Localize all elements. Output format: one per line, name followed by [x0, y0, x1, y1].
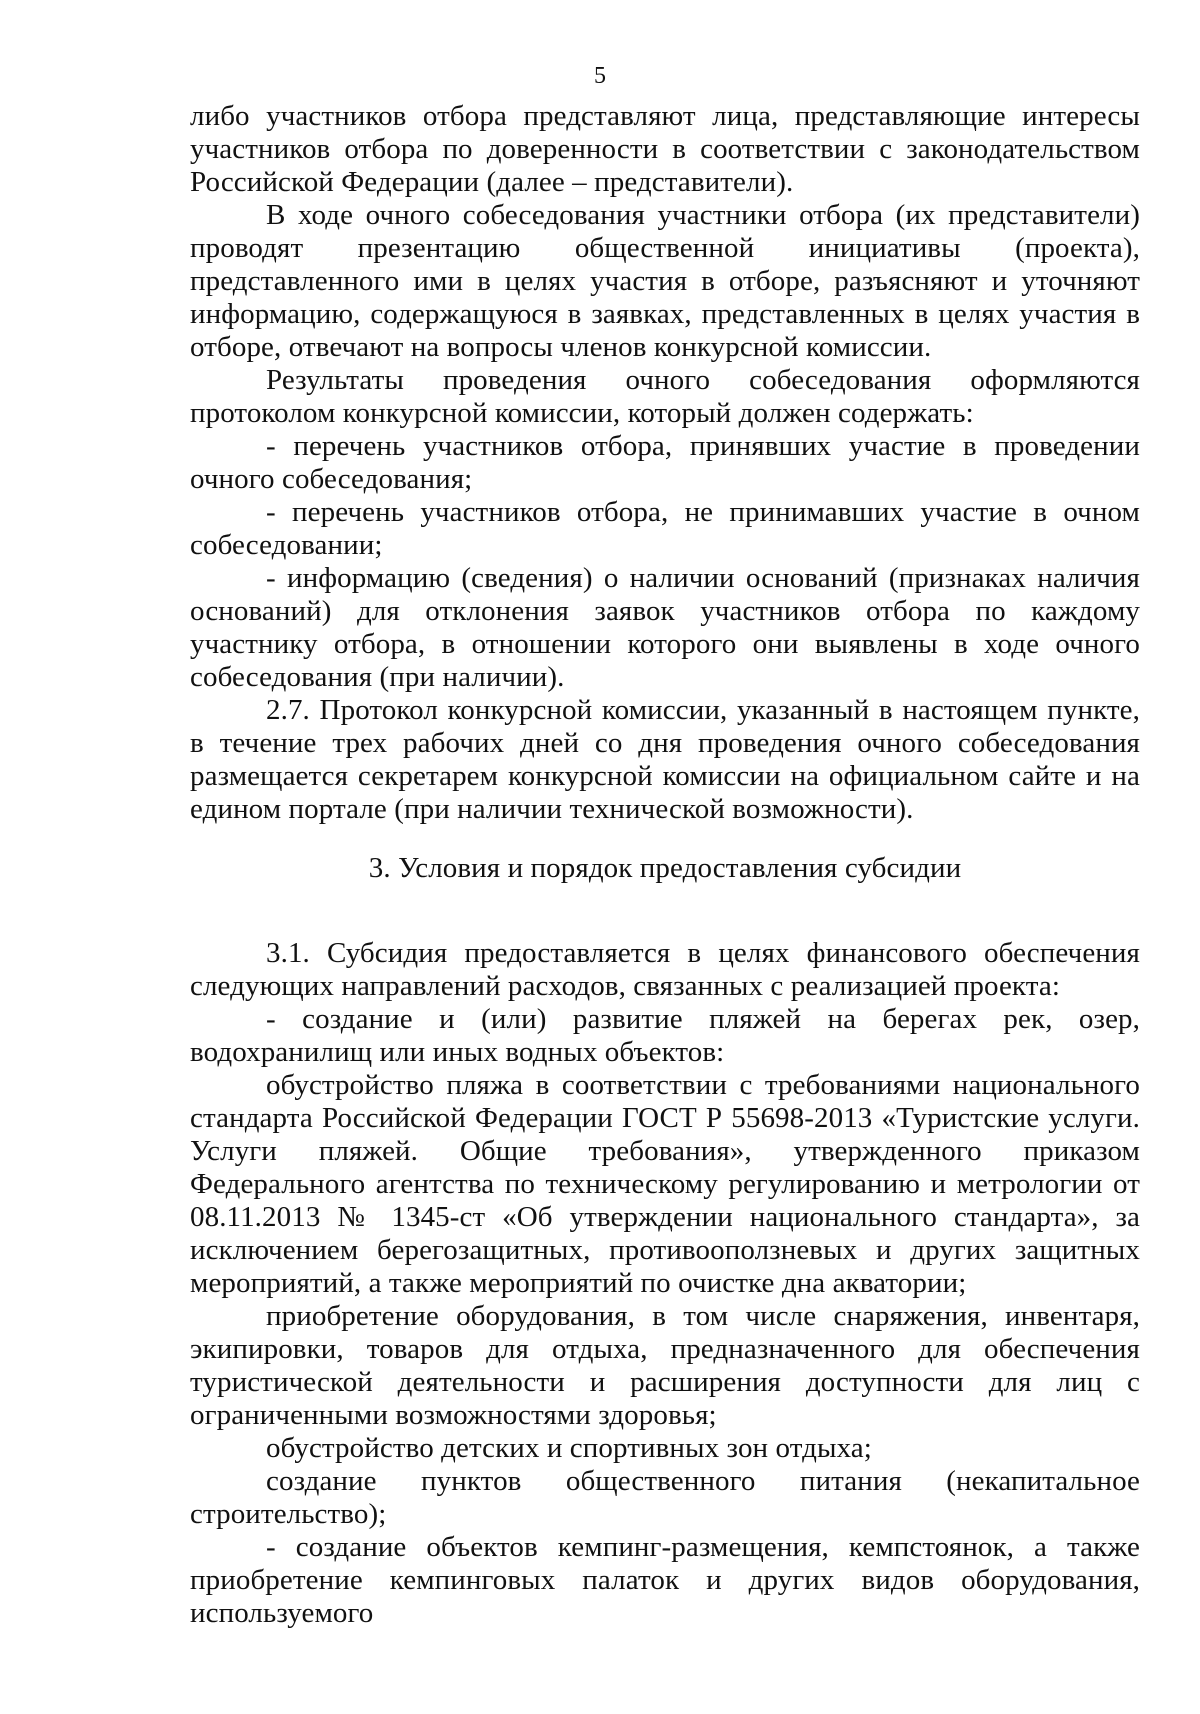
document-body — [190, 100, 1140, 1630]
paragraph-interview-results: Результаты проведения очного собеседования оформляются протоколом конкурсной комиссии, который должен содержать: — [190, 364, 1140, 429]
paragraph-interview-process: В ходе очного собеседования участники отбора (их представители) проводят презентацию общественной инициативы (проекта), представленного ими в целях участия в отборе, разъясняют и уточняют информацию, содержащуюся в заявках, представленных в целях участия в отборе, отвечают на вопросы членов конкурсной комиссии. — [190, 199, 1140, 363]
list-item-beaches: - создание и (или) развитие пляжей на берегах рек, озер, водохранилищ или иных водных объектов: — [190, 1003, 1140, 1068]
paragraph-beach-arrangement: обустройство пляжа в соответствии с требованиями национального стандарта Российской Федерации ГОСТ Р 55698-2013 «Туристские услуги. Услуги пляжей. Общие требования», утвержденного приказом Федерального агентства по техническому регулированию и метрологии от 08.11.2013 № 1345-ст «Об утверждении национального стандарта», за исключением берегозащитных, противооползневых и других защитных мероприятий, а также мероприятий по очистке дна акватории; — [190, 1069, 1140, 1299]
paragraph-equipment-purchase: приобретение оборудования, в том числе снаряжения, инвентаря, экипировки, товаров для отдыха, предназначенного для обеспечения туристической деятельности и расширения доступности для лиц с ограниченными возможностями здоровья; — [190, 1300, 1140, 1431]
section-heading: 3. Условия и порядок предоставления субсидии — [368, 852, 962, 884]
paragraph-3-1-subsidy: 3.1. Субсидия предоставляется в целях финансового обеспечения следующих направлений расходов, связанных с реализацией проекта: — [190, 937, 1140, 1002]
page-number: 5 — [594, 63, 606, 89]
list-item-camping: - создание объектов кемпинг-размещения, кемпстоянок, а также приобретение кемпинговых палаток и других видов оборудования, используемого — [190, 1531, 1140, 1629]
list-item-participants-list: - перечень участников отбора, принявших участие в проведении очного собеседования; — [190, 430, 1140, 495]
list-item-rejection-grounds: - информацию (сведения) о наличии оснований (признаках наличия оснований) для отклонения заявок участников отбора по каждому участнику отбора, в отношении которого они выявлены в ходе очного собеседования (при наличии). — [190, 562, 1140, 693]
paragraph-recreation-zones: обустройство детских и спортивных зон отдыха; — [266, 1432, 872, 1464]
paragraph-representatives: либо участников отбора представляют лица, представляющие интересы участников отбора по доверенности в соответствии с законодательством Российской Федерации (далее – представители). — [190, 100, 1140, 198]
paragraph-catering: создание пунктов общественного питания (некапитальное строительство); — [190, 1465, 1140, 1530]
paragraph-2-7-protocol: 2.7. Протокол конкурсной комиссии, указанный в настоящем пункте, в течение трех рабочих дней со дня проведения очного собеседования размещается секретарем конкурсной комиссии на официальном сайте и на едином портале (при наличии технической возможности). — [190, 694, 1140, 825]
list-item-absent-participants: - перечень участников отбора, не принимавших участие в очном собеседовании; — [190, 496, 1140, 561]
